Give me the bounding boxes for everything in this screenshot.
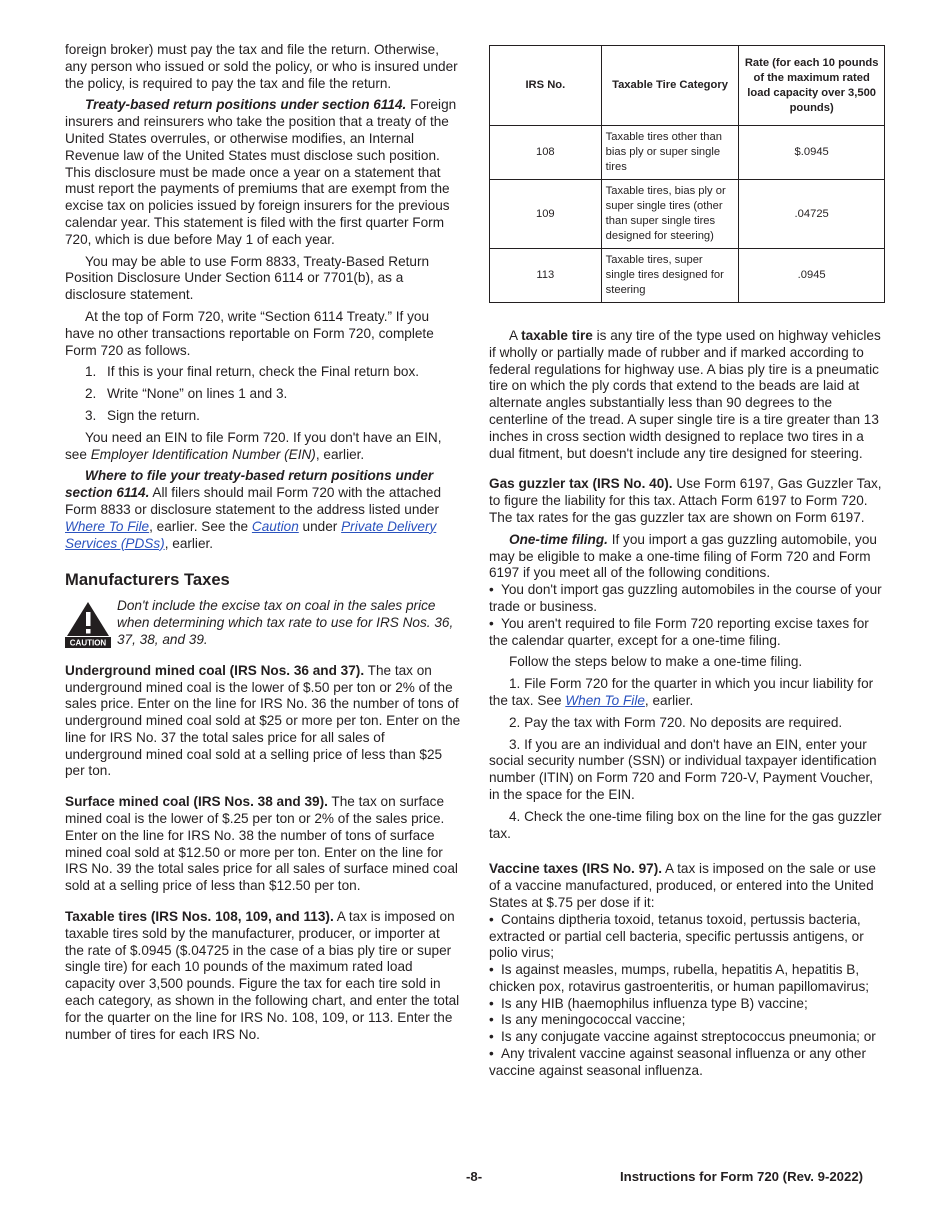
step-item: 1. File Form 720 for the quarter in which you incur liability for the tax. See When To File, earlier. [489, 676, 874, 708]
ein-paragraph: You need an EIN to file Form 720. If you don't have an EIN, see Employer Identification Number (EIN), earlier. [65, 429, 442, 462]
surface-coal-paragraph: Surface mined coal (IRS Nos. 38 and 39). The tax on surface mined coal is the lower of $.25 per ton or 2% of the sales price. Enter on the line for IRS No. 38 the number of tons of surface mined coal sold at $12.50 or more per ton. Enter on the line for IRS No. 39 the total sales price for all sales of surface mined coal sold at a selling price of less than $12.50 per ton. [65, 794, 458, 894]
paragraph: Follow the steps below to make a one-time filing. [509, 654, 803, 670]
bullet-item: • You aren't required to file Form 720 reporting excise taxes for the calendar quarter, except for a one-time filing. [489, 615, 869, 648]
caution-icon [65, 600, 111, 648]
list-item: 3. Sign the return. [85, 407, 200, 423]
paragraph: You may be able to use Form 8833, Treaty-Based Return Position Disclosure Under Section 6114 or 7701(b), as a disclosure statement. [65, 253, 430, 303]
table-cell: Taxable tires, super single tires designed for steering [601, 249, 739, 303]
paragraph: At the top of Form 720, write “Section 6114 Treaty.” If you have no other transactions reportable on Form 720, complete Form 720 as follows. [65, 308, 434, 358]
taxable-tire-definition: A taxable tire is any tire of the type used on highway vehicles if wholly or partially made of rubber and if marked according to federal regulations for highway use. A bias ply tire is a pneumatic tire on which the ply cords that extend to the beads are laid at alternate angles substantially less than 90 degrees to the centerline of the tread. A super single tire is a tire greater than 13 inches in cross section width designed to replace two tires in a dual fitment, but doesn't include any tire designed for steering. [489, 328, 881, 461]
when-to-file-link[interactable]: When To File [565, 692, 645, 708]
step-item: 3. If you are an individual and don't have an EIN, enter your social security number (SSN) or individual taxpayer identification number (ITIN) on Form 720 and Form 720-V, Payment Voucher, in the space for the EIN. [489, 736, 877, 802]
caution-label: CAUTION [69, 638, 107, 648]
table-row [490, 249, 885, 303]
footer-title: Instructions for Form 720 (Rev. 9-2022) [620, 1169, 864, 1184]
one-time-filing-paragraph: One-time filing. If you import a gas guzzling automobile, you may be eligible to make a one-time filing of Form 720 and Form 6197 if you meet all of the following conditions. [489, 531, 877, 581]
bullet-item: • Is any meningococcal vaccine; [489, 1012, 686, 1028]
caution-text: Don't include the excise tax on coal in the sales price when determining which tax rate to use for IRS Nos. 36, 37, 38, and 39. [117, 598, 454, 647]
caution-box [65, 598, 461, 648]
table-cell: 108 [490, 126, 602, 180]
bullet-item: • Is any conjugate vaccine against streptococcus pneumonia; or [489, 1029, 876, 1045]
caution-link[interactable]: Caution [251, 518, 299, 534]
table-cell: .0945 [739, 249, 885, 303]
bullet-item: • Is any HIB (haemophilus influenza type B) vaccine; [489, 995, 808, 1011]
pds-link[interactable]: Private Delivery Services (PDSs) [65, 518, 437, 551]
taxable-tires-paragraph: Taxable tires (IRS Nos. 108, 109, and 113). A tax is imposed on taxable tires sold by the manufacturer, producer, or importer at the rate of $.0945 ($.04725 in the case of a bias ply tire or super single tire) for each 10 pounds of the maximum rated load capacity over 3,500 pounds. Figure the tax for each tire sold in each category, as shown in the following chart, and enter the total for the quarter on the line for IRS No. 108, 109, or 113. Enter the number of tires for each IRS No. [65, 909, 460, 1042]
section-title: Manufacturers Taxes [65, 570, 230, 590]
table-cell: 113 [490, 249, 602, 303]
bullet-item: • Contains diptheria toxoid, tetanus toxoid, pertussis bacteria, extracted or partial cell bacteria, specific pertussis antigens, or polio virus; [489, 911, 864, 961]
tire-rate-table [489, 45, 885, 303]
where-heading: Where to file your treaty-based return positions under section 6114. [65, 468, 434, 501]
where-to-file-link[interactable]: Where To File [65, 518, 150, 534]
bullet-item: • Any trivalent vaccine against seasonal influenza or any other vaccine against seasonal influenza. [489, 1046, 866, 1078]
bullet-item: • You don't import gas guzzling automobiles in the course of your trade or business. [489, 582, 882, 614]
gas-guzzler-paragraph: Gas guzzler tax (IRS No. 40). Use Form 6197, Gas Guzzler Tax, to figure the liability for this tax. Attach Form 6197 to Form 720. The tax rates for the gas guzzler tax are shown on Form 6197. [489, 476, 882, 525]
table-row [490, 180, 885, 249]
treaty-heading: Treaty-based return positions under section 6114. [85, 97, 407, 113]
left-column [65, 42, 461, 1048]
table-cell: Taxable tires, bias ply or super single tires (other than super single tires designed for steering) [601, 180, 739, 249]
column-header: IRS No. [490, 46, 602, 126]
table-cell: $.0945 [739, 126, 885, 180]
list-item: 1. If this is your final return, check the Final return box. [85, 364, 420, 380]
table-header-row [490, 46, 885, 126]
step-item: 2. Pay the tax with Form 720. No deposits are required. [509, 714, 843, 730]
bullet-item: • Is against measles, mumps, rubella, hepatitis A, hepatitis B, chicken pox, rotavirus gastroenteritis, or human papillomavirus; [489, 962, 870, 994]
right-column [489, 328, 886, 1080]
column-header: Taxable Tire Category [601, 46, 739, 126]
page-number: -8- [466, 1169, 483, 1184]
table-cell: Taxable tires other than bias ply or super single tires [601, 126, 739, 180]
underground-coal-paragraph: Underground mined coal (IRS Nos. 36 and 37). The tax on underground mined coal is the lower of $.50 per ton or 2% of the sales price. Enter on the line for IRS No. 36 the number of tons of underground mined coal sold at $25 or more per ton. Enter on the line for IRS No. 37 the total sales price for all sales of underground mined coal sold at a selling price of less than $25 per ton. [65, 662, 461, 779]
table-row [490, 126, 885, 180]
list-item: 2. Write “None” on lines 1 and 3. [85, 386, 288, 402]
column-header: Rate (for each 10 pounds of the maximum rated load capacity over 3,500 pounds) [739, 46, 885, 126]
treaty-paragraph: Treaty-based return positions under section 6114. Foreign insurers and reinsurers who take the position that a treaty of the United States overrules, or otherwise modifies, an Internal Revenue law of the United States must disclose such position. This disclosure must be made once a year on a statement that must report the payments of premiums that are exempt from the excise tax on policies issued by foreign insurers for the previous calendar year. This statement is filed with the first quarter Form 720, which is due before May 1 of each year. [65, 97, 457, 247]
step-item: 4. Check the one-time filing box on the line for the gas guzzler tax. [489, 808, 882, 841]
table-cell: .04725 [739, 180, 885, 249]
where-paragraph: Where to file your treaty-based return positions under section 6114. All filers should mail Form 720 with the attached Form 8833 or disclosure statement to the address listed under Where To File, earlier. See the Caution under Private Delivery Services (PDSs), earlier. [65, 468, 442, 551]
vaccine-paragraph: Vaccine taxes (IRS No. 97). A tax is imposed on the sale or use of a vaccine manufactured, produced, or entered into the United States at $.75 per dose if it: [489, 861, 876, 910]
paragraph: foreign broker) must pay the tax and file the return. Otherwise, any person who issued or sold the policy, or who is insured under the policy, is required to pay the tax and file the return. [65, 42, 458, 91]
table-cell: 109 [490, 180, 602, 249]
